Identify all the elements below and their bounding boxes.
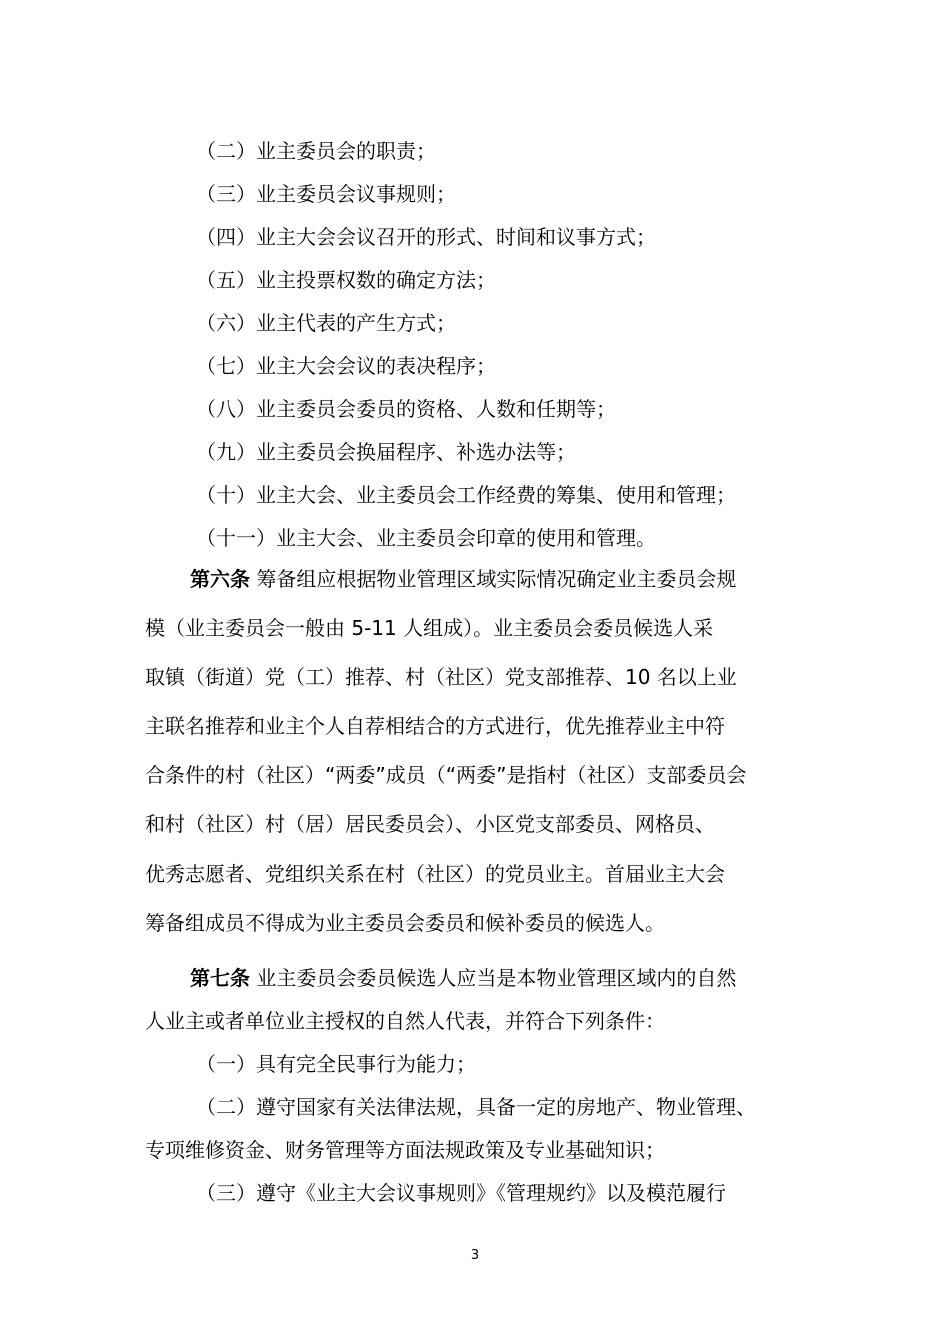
article-7-first-line: [190, 964, 736, 992]
list-item: （三）业主委员会议事规则；: [196, 182, 456, 206]
list-item: （三）遵守《业主大会议事规则》《管理规约》以及模范履行: [196, 1181, 726, 1205]
list-item: （八）业主委员会委员的资格、人数和任期等；: [196, 397, 616, 421]
list-item: （六）业主代表的产生方式；: [196, 311, 456, 335]
article-6-line: 优秀志愿者、党组织关系在村（社区）的党员业主。首届业主大会: [145, 862, 725, 886]
article-7-text: 业主委员会委员候选人应当是本物业管理区域内的自然: [250, 966, 737, 990]
list-item: （四）业主大会会议召开的形式、时间和议事方式；: [196, 225, 656, 249]
list-item: （一）具有完全民事行为能力；: [196, 1052, 476, 1076]
list-item: （十一）业主大会、业主委员会印章的使用和管理。: [196, 526, 656, 550]
list-item: （二）遵守国家有关法律法规，具备一定的房地产、物业管理、: [196, 1095, 756, 1119]
article-6-first-line: [190, 565, 736, 593]
list-item: （十）业主大会、业主委员会工作经费的筹集、使用和管理；: [196, 483, 736, 507]
list-item: （九）业主委员会换届程序、补选办法等；: [196, 440, 576, 464]
article-6-line: 模（业主委员会一般由 5-11 人组成）。业主委员会委员候选人采: [145, 616, 714, 640]
article-6-heading: 第六条: [190, 567, 250, 591]
article-6-line: 筹备组成员不得成为业主委员会委员和候补委员的候选人。: [145, 911, 665, 935]
article-7-line: 专项维修资金、财务管理等方面法规政策及专业基础知识；: [145, 1138, 665, 1162]
article-6-line: 和村（社区）村（居）居民委员会）、小区党支部委员、网格员、: [145, 812, 715, 836]
article-6-line: 合条件的村（社区）“两委”成员（“两委”是指村（社区）支部委员会: [145, 763, 747, 787]
article-6-line: 取镇（街道）党（工）推荐、村（社区）党支部推荐、10 名以上业: [145, 665, 737, 689]
article-6-line: 主联名推荐和业主个人自荐相结合的方式进行，优先推荐业主中符: [145, 714, 725, 738]
article-7-heading: 第七条: [190, 966, 250, 990]
list-item: （七）业主大会会议的表决程序；: [196, 354, 496, 378]
list-item: （五）业主投票权数的确定方法；: [196, 268, 496, 292]
article-6-text: 筹备组应根据物业管理区域实际情况确定业主委员会规: [250, 567, 737, 591]
list-item: （二）业主委员会的职责；: [196, 139, 436, 163]
page-number: 3: [470, 1248, 480, 1263]
article-7-line: 人业主或者单位业主授权的自然人代表，并符合下列条件：: [145, 1009, 665, 1033]
